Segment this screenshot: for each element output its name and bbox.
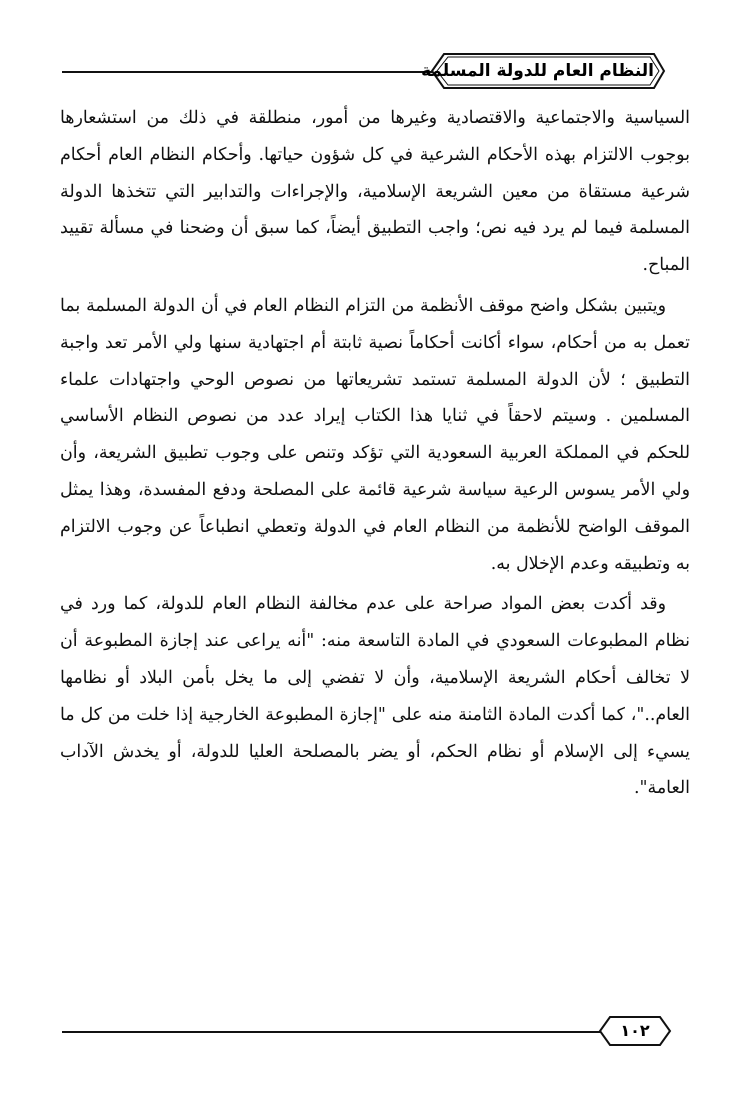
page-body: [60, 100, 690, 807]
paragraph-1: السياسية والاجتماعية والاقتصادية وغيرها من أمور، منطلقة في ذلك من استشعارها بوجوب الالتزام بهذه الأحكام الشرعية في كل شؤون حياتها. وأحكام النظام العام أحكام شرعية مستقاة من معين الشريعة الإسلامية، والإجراءات والتدابير التي تتخذها الدولة المسلمة فيما لم يرد فيه نص؛ واجب التطبيق أيضاً، كما سبق أن وضحنا في مسألة تقييد المباح.: [60, 108, 690, 276]
page-number-badge: [598, 1015, 672, 1047]
page-number: ١٠٢: [620, 1021, 650, 1040]
running-header: [421, 51, 668, 91]
footer-rule: [62, 1031, 612, 1033]
paragraph-3: وقد أكدت بعض المواد صراحة على عدم مخالفة النظام العام للدولة، كما ورد في نظام المطبوعات السعودي في المادة التاسعة منه: "أنه يراعى عند إجازة المطبوعة أن لا تخالف أحكام الشريعة الإسلامية، وأن لا تفضي إلى ما يخل بأمن البلاد أو نظامها العام.."، كما أكدت المادة الثامنة منه على "إجازة المطبوعة الخارجية إذا خلت من كل ما يسيء إلى الإسلام أو نظام الحكم، أو يضر بالمصلحة العليا للدولة، أو يخدش الآداب العامة".: [60, 594, 690, 799]
header-rule: [62, 71, 442, 73]
running-header-title: النظام العام للدولة المسلمة: [421, 61, 654, 81]
paragraph-2: ويتبين بشكل واضح موقف الأنظمة من التزام النظام العام في أن الدولة المسلمة بما تعمل به من أحكام، سواء أكانت أحكاماً نصية ثابتة أم اجتهادية سنها ولي الأمر تعد واجبة التطبيق ؛ لأن الدولة المسلمة تستمد تشريعاتها من نصوص الوحي واجتهادات علماء المسلمين . وسيتم لاحقاً في ثنايا هذا الكتاب إيراد عدد من نصوص النظام الأساسي للحكم في المملكة العربية السعودية التي تؤكد وتنص على وجوب تطبيق الشريعة، وأن ولي الأمر يسوس الرعية سياسة شرعية قائمة على المصلحة ودفع المفسدة، وهذا يمثل الموقف الواضح للأنظمة من النظام العام في الدولة وتعطي انطباعاً عن وجوب الالتزام به وتطبيقه وعدم الإخلال به.: [60, 295, 690, 574]
